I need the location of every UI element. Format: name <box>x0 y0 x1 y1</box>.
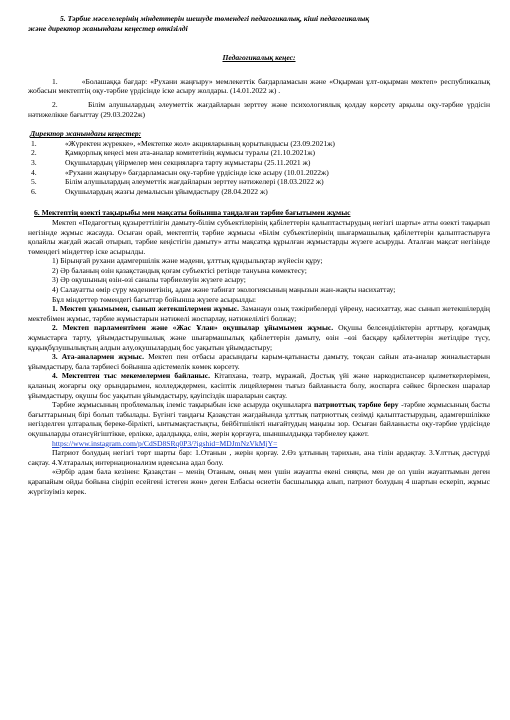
direction-1: 1. Мектеп ұжымымен, сынып жетекшілермен жұмыс. Заманауи озық тәжірибелерді үйрену, насихаттау, жас сынып жетекшілердің мектебімен жұмыс, тәрбие жұмыстарын нәтижелі жоспарлау, нәтижелілігі болжау; <box>28 304 490 323</box>
director-council-title: Директор жанындағы кеңестер: <box>30 129 142 139</box>
director-item-5: 5. Білім алушылардың әлеуметтік жағдайларын зерттеу нәтижелері (18.03.2022 ж) <box>31 177 324 187</box>
patriot-pillars: Патриот болудың негізгі төрт шарты бар: 1.Отанын , жерін қорғау. 2.Өз ұлтының тарихын, ана тілін ардақтау. 3.Ұлттық дәстүрді сақтау. 4.Ұлтаралық интернационализм идеясына адал болу. <box>28 448 490 467</box>
task-4: 4) Салауатты өмір сүру мәдениетінің, адам және табиғат экологиясының маңызын жан-жақты насихаттау; <box>52 285 396 295</box>
patriot-paragraph: Тәрбие жұмысының проблемалық ілеміс тақырыбын іске асыруда оқушыларға патриоттық тәрбие беру -тәрбие жұмысының басты бағыттарының бірі болып табылады. Бүгінгі таңдағы Қазақстан жағдайында ұлттық патриоттық сезімді қалыптастырудың, адамгершілікке негізделген ұлтаралық береке-бірлікті, ынтымақтастықты, бейбітшілікті нығайтудың маңызы зор. Осыған байланысты оқу-тәрбие үрдісінде оқушыларды отансүйгіштікке, ерлікке, адалдыққа, елін, жерін қорғауға, шыншылдыққа тәрбиелеу қажет. <box>28 400 491 438</box>
director-item-3: 3. Оқушылардың үйірмелер мен секцияларға тарту жұмыстары (25.11.2021 ж) <box>31 157 311 167</box>
heading-line-1: 5. Тәрбие мәселелерінің міндеттерін шешуде төмендегі педагогикалық, кіші педагогикалық <box>60 14 370 23</box>
direction-3: 3. Ата-аналармен жұмыс. Мектеп пен отбасы арасындағы карым-қатынасты дамыту, тоқсан сайын ата-аналар жиналыстарын ұйымдастыру, бала тәрбиесі бойынша әдістемелік көмек көрсету. <box>28 352 491 371</box>
ped-council-item-1: 1. «Болашаққа бағдар: «Рухани жаңғыру» мемлекеттік бағдарламасын және «Оқырман ұлт-оқырман мектеп» республикалық жобасын мектептің оқу-тәрбие үрдісінде іске асыру жолдары. (14.01.2022 ж) . <box>28 76 491 96</box>
document-page <box>28 8 490 496</box>
director-item-6: 6. Оқушылардың жазғы демалысын ұйымдастыру (28.04.2022 ж) <box>31 186 268 196</box>
task-3: 3) Әр оқушының өзін-өзі саналы тәрбиелеуін жүзеге асыру; <box>52 275 246 285</box>
direction-2: 2. Мектеп парламентімен және «Жас Ұлан» оқушылар ұйымымен жұмыс. Оқушы белсенділіктерін арттыру, қоғамдық жұмыстарға тарту, ұйымдастырушылық және шығармашылық қабілеттерін дамыту, өзін –өзі басқару қабілеттерін жетілдіре түсу, құқықбұзушылықтың алдын алу,оқушылардың бос уақытын ұйымдастыру; <box>28 323 490 352</box>
directions-intro: Бұл міндеттер төмендегі бағыттар бойынша жүзеге асырылды: <box>52 294 257 304</box>
section-6-intro: Мектеп «Педагогтың құзыреттілігін дамыту-білім субъектілерінің қабілеттерін қалыптастырудың негізгі шарты» атты өзекті тақырып негізінде жұмыс жасауда. Осыған орай, мектептің тәрбие жұмысы «Білім субъектілерінің шығармашылық қабілеттерін қалыптастыруға қолайлы жағдай жасай отырып, тәрбие кеңістігін дамыту» атты мақсатқа құрылған жұмыстарды жүзеге асыруды. Аталған мақсат негізінде төмендегі міндеттер іске асырылды. <box>28 217 490 256</box>
section-6-title: 6. Мектептің өзекті тақырыбы мен мақсаты бойынша таңдалған тәрбие бағытымен жұмыс <box>34 208 351 218</box>
director-item-2: 2. Қамқорлық кеңесі мен ата-аналар комитетінің жұмысы туралы (21.10.2021ж) <box>31 148 316 158</box>
instagram-link[interactable]: https://www.instagram.com/p/CdSD8SRq0P3/?igshid=MDJmNzVkMjY= <box>52 438 278 448</box>
director-council-list <box>28 139 490 197</box>
ped-council-item-2: 2. Білім алушылардың әлеуметтік жағдайларын зерттеу және психологиялық қолдау көрсету арқылы оқу-тәрбие үрдісін нәтижелікке бағыттау (29.03.2022ж) <box>28 99 491 119</box>
director-item-4: 4. «Рухани жаңғыру» бағдарламасын оқу-тәрбие үрдісінде іске асыру (10.01.2022ж) <box>31 167 329 177</box>
task-1: 1) Бірыңғай рухани адамгершілік және мәдени, ұлттық құндылықтар жүйесін құру; <box>52 256 323 266</box>
ped-council-title: Педагогикалық кеңес: <box>222 53 296 63</box>
president-quote: «Әрбір адам бала кезінен: Қазақстан – менің Отаным, оның мен үшін жауапты екені сияқты, мен де ол үшін жауаптымын деген қарапайым ойды бойына сіңіріп есейгені істеген жөн» деген Елбасы өсиетін басшылыққа алып, патриот болудың 4 шартын ескеріп, жұмыс жүргізуіміз керек. <box>28 467 490 496</box>
director-item-1: 1. «Жүректен жүрекке», «Мектепке жол» акцияларының қорытындысы (23.09.2021ж) <box>31 138 335 148</box>
direction-4: 4. Мектептен тыс мекемелермен байланыс. Кітапхана, театр, мұражай, Достық үйі және наркодиспансер қызметкерлерімен, қаланың жоғарғы оқу орындарымен, колледждермен, кәсіптік лицейлермен тығыз байланыста болу, жоспарға сәйкес бірлескен шаралар ұйымдастыру, оқушы бос уақытын ұйымдастыру, қауіпсіздік шараларын сақтау. <box>28 371 491 400</box>
task-2: 2) Әр баланың өзін қазақстандық қоғам субъектісі ретінде тануына көмектесу; <box>52 265 307 275</box>
heading-line-2: және директор жанындағы кеңестер өткізілді <box>28 23 188 33</box>
